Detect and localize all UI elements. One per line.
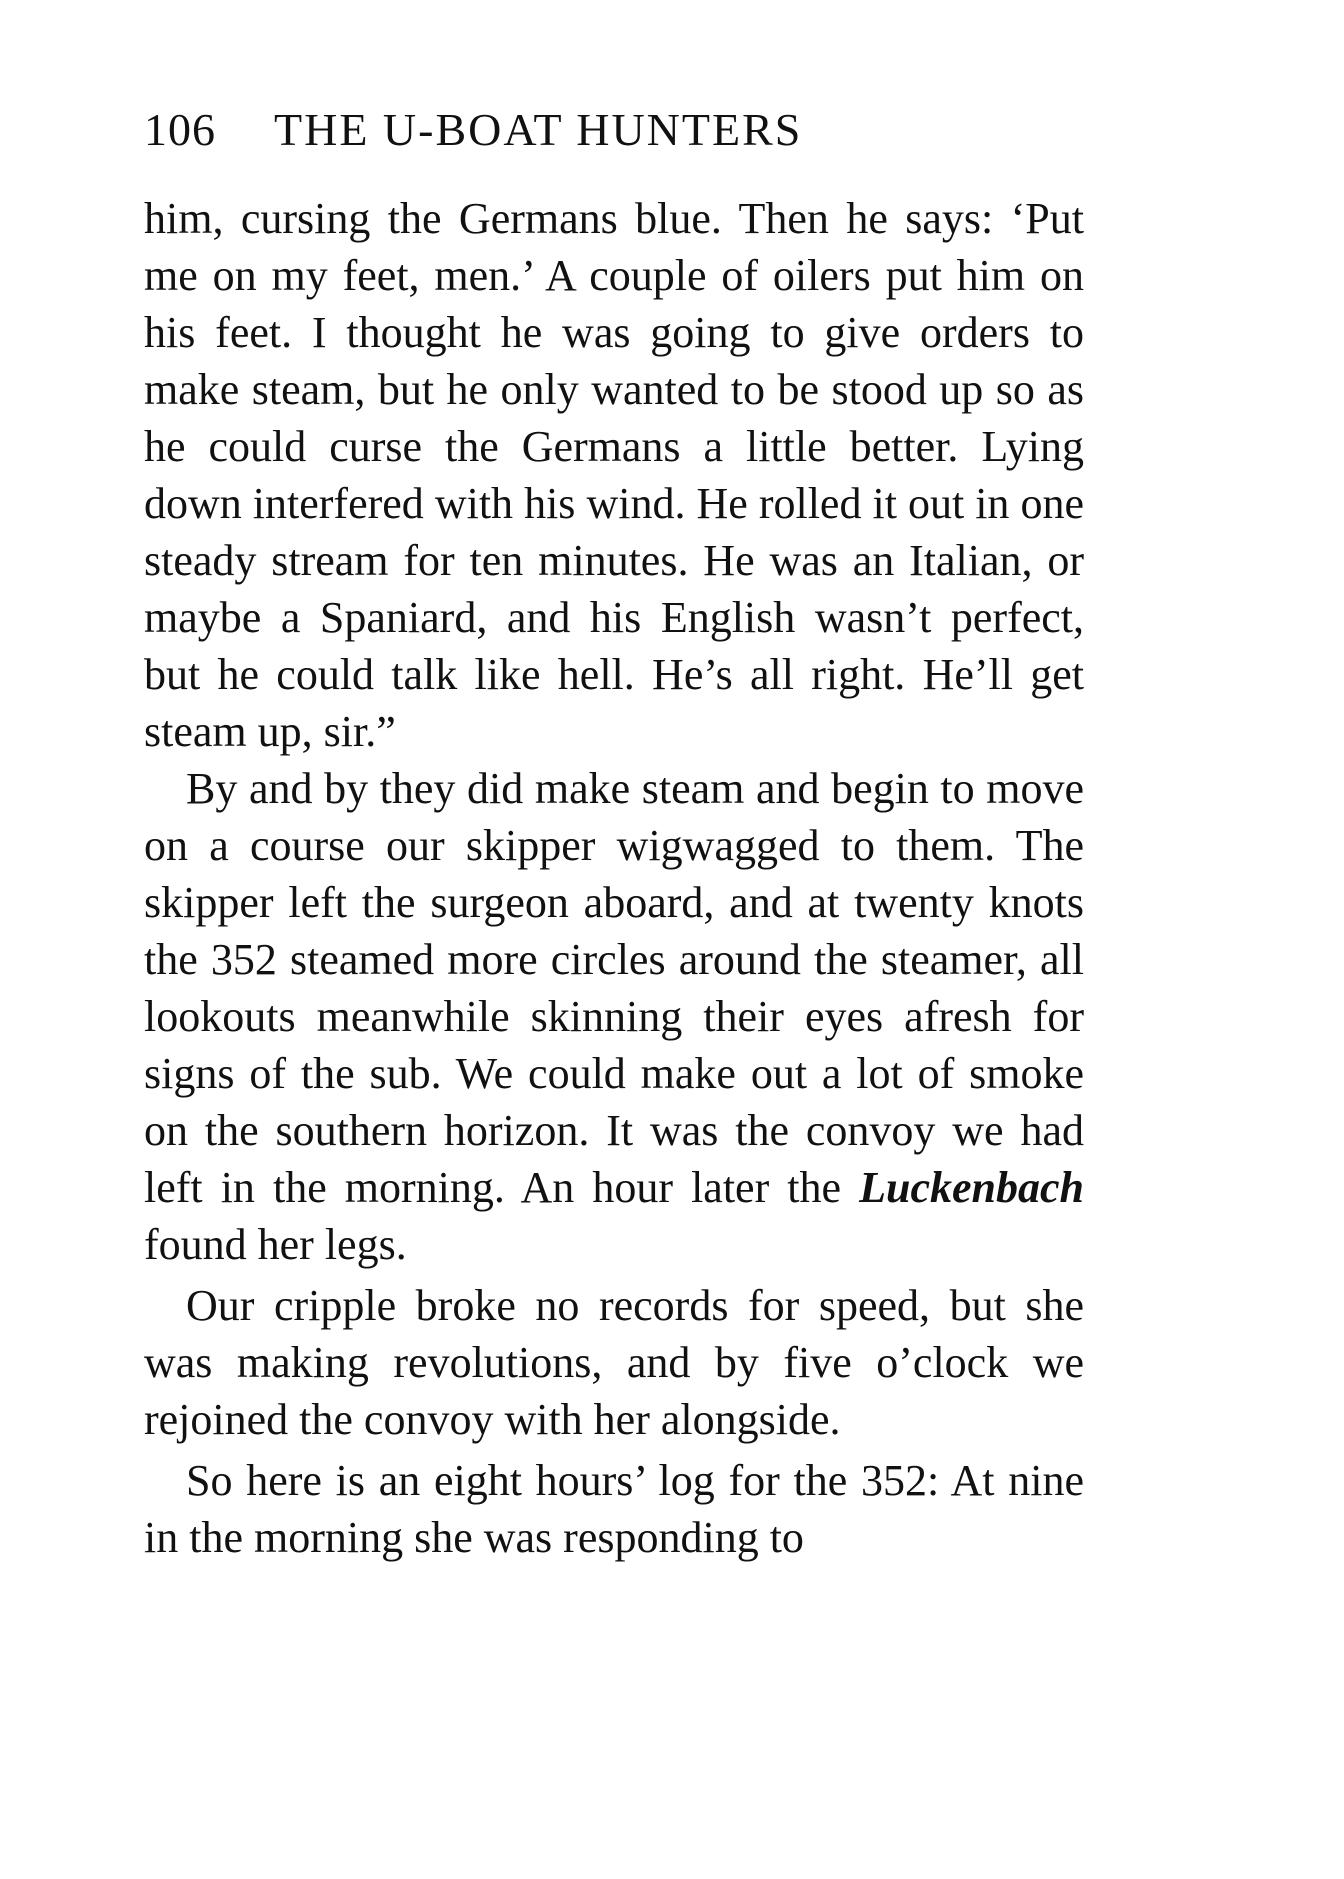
paragraph-4: So here is an eight hours’ log for the 352: At nine in the morning she was responding to xyxy=(144,1456,1084,1562)
ship-name: Luckenbach xyxy=(859,1163,1084,1212)
body-text xyxy=(144,190,1084,1566)
page-number: 106 xyxy=(144,104,216,155)
paragraph-3: Our cripple broke no records for speed, but she was making revolutions, and by five o’clock we rejoined the convoy with her alongside. xyxy=(144,1281,1084,1444)
paragraph-2 xyxy=(144,760,1084,1273)
running-head: THE U-BOAT HUNTERS xyxy=(274,104,803,155)
page-header xyxy=(144,100,1084,160)
paragraph-2-text-after: found her legs. xyxy=(144,1220,407,1269)
paragraph-2-text-before: By and by they did make steam and begin to move on a course our skipper wigwagged to them. The skipper left the surgeon aboard, and at twenty knots the 352 steamed more circles around the steamer, all lookouts meanwhile skinning their eyes afresh for signs of the sub. We could make out a lot of smoke on the southern horizon. It was the convoy we had left in the morning. An hour later the xyxy=(144,764,1084,1212)
paragraph-1: him, cursing the Germans blue. Then he says: ‘Put me on my feet, men.’ A couple of oilers put him on his feet. I thought he was going to give orders to make steam, but he only wanted to be stood up so as he could curse the Germans a little better. Lying down interfered with his wind. He rolled it out in one steady stream for ten minutes. He was an Italian, or maybe a Spaniard, and his English wasn’t perfect, but he could talk like hell. He’s all right. He’ll get steam up, sir.” xyxy=(144,194,1084,756)
